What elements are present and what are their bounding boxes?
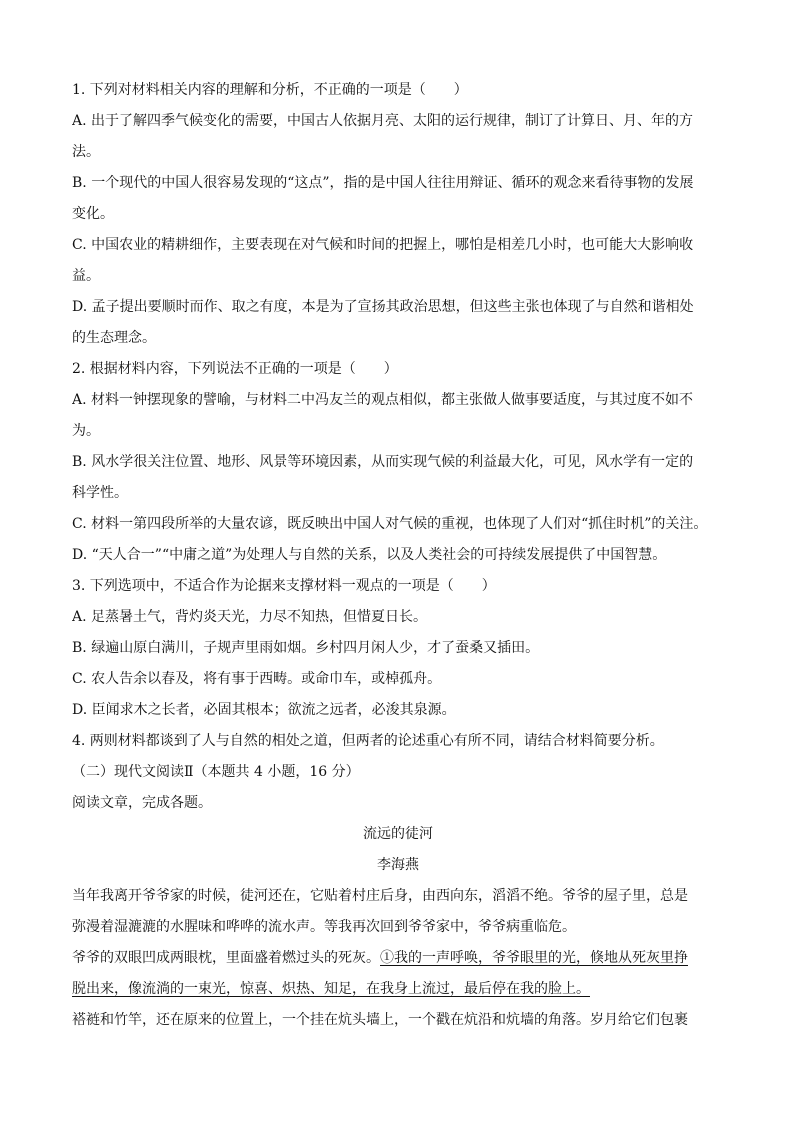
passage-p1-line2: 弥漫着湿漉漉的水腥味和哗哗的流水声。等我再次回到爷爷家中，爷爷病重临危。 [72,919,576,935]
q1-option-a: A. 出于了解四季气候变化的需要，中国古人依据月亮、太阳的运行规律，制订了计算日、月、年的方 [72,113,694,129]
q2-option-a-cont: 为。 [72,423,100,439]
q1-option-c: C. 中国农业的精耕细作，主要表现在对气候和时间的把握上，哪怕是相差几小时，也可能大大影响收 [72,237,694,253]
q1-stem: 1. 下列对材料相关内容的理解和分析，不正确的一项是（ ） [72,82,468,98]
q4-stem: 4. 两则材料都谈到了人与自然的相处之道，但两者的论述重心有所不同，请结合材料简要分析。 [72,733,664,749]
q2-option-b-cont: 科学性。 [72,485,128,501]
q2-option-b: B. 风水学很关注位置、地形、风景等环境因素，从而实现气候的利益最大化，可见，风水学有一定的 [72,454,694,470]
passage-p2-line2 [72,978,724,1000]
q3-option-d: D. 臣闻求木之长者，必固其根本；欲流之远者，必浚其泉源。 [72,702,456,718]
section-instruction: 阅读文章，完成各题。 [72,795,212,811]
article-title: 流远的徒河 [363,826,433,842]
q1-option-c-cont: 益。 [72,268,100,284]
q1-option-b-cont: 变化。 [72,206,114,222]
section-heading: （二）现代文阅读Ⅱ（本题共 4 小题，16 分） [72,764,360,780]
q2-option-a: A. 材料一钟摆现象的譬喻，与材料二中冯友兰的观点相似，都主张做人做事要适度，与其过度不如不 [72,392,694,408]
q2-stem: 2. 根据材料内容，下列说法不正确的一项是（ ） [72,361,398,377]
passage-p2-line1 [72,947,724,969]
q1-option-d: D. 孟子提出要顺时而作、取之有度，本是为了宣扬其政治思想，但这些主张也体现了与自然和谐相处 [72,299,694,315]
q3-option-c: C. 农人告余以春及，将有事于西畴。或命巾车，或棹孤舟。 [72,671,442,687]
marked-sentence-1-cont: 脱出来，像流淌的一束光，惊喜、炽热、知足，在我身上流过，最后停在我的脸上。 [72,981,590,997]
article-author: 李海燕 [377,857,419,873]
exam-page [72,79,724,1040]
q1-option-a-cont: 法。 [72,144,100,160]
marked-sentence-1: ①我的一声呼唤，爷爷眼里的光，倏地从死灰里挣 [380,950,688,966]
passage-p3-line1: 褡裢和竹竿，还在原来的位置上，一个挂在炕头墙上，一个戳在炕沿和炕墙的角落。岁月给它们包裹 [72,1012,688,1028]
q3-option-b: B. 绿遍山原白满川，子规声里雨如烟。乡村四月闲人少，才了蚕桑又插田。 [72,640,540,656]
q2-option-d: D. “天人合一”“中庸之道”为处理人与自然的关系，以及人类社会的可持续发展提供了中国智慧。 [72,547,667,563]
q3-option-a: A. 足蒸暑土气，背灼炎天光，力尽不知热，但惜夏日长。 [72,609,428,625]
q3-stem: 3. 下列选项中，不适合作为论据来支撑材料一观点的一项是（ ） [72,578,496,594]
q1-option-d-cont: 的生态理念。 [72,330,156,346]
passage-p1-line1: 当年我离开爷爷家的时候，徒河还在，它贴着村庄后身，由西向东，滔滔不绝。爷爷的屋子里，总是 [72,888,688,904]
q1-option-b: B. 一个现代的中国人很容易发现的“这点”，指的是中国人往往用辩证、循环的观念来看待事物的发展 [72,175,694,191]
q2-option-c: C. 材料一第四段所举的大量农谚，既反映出中国人对气候的重视，也体现了人们对“抓住时机”的关注。 [72,516,708,532]
passage-p2-plain: 爷爷的双眼凹成两眼枕，里面盛着燃过头的死灰。 [72,950,380,966]
